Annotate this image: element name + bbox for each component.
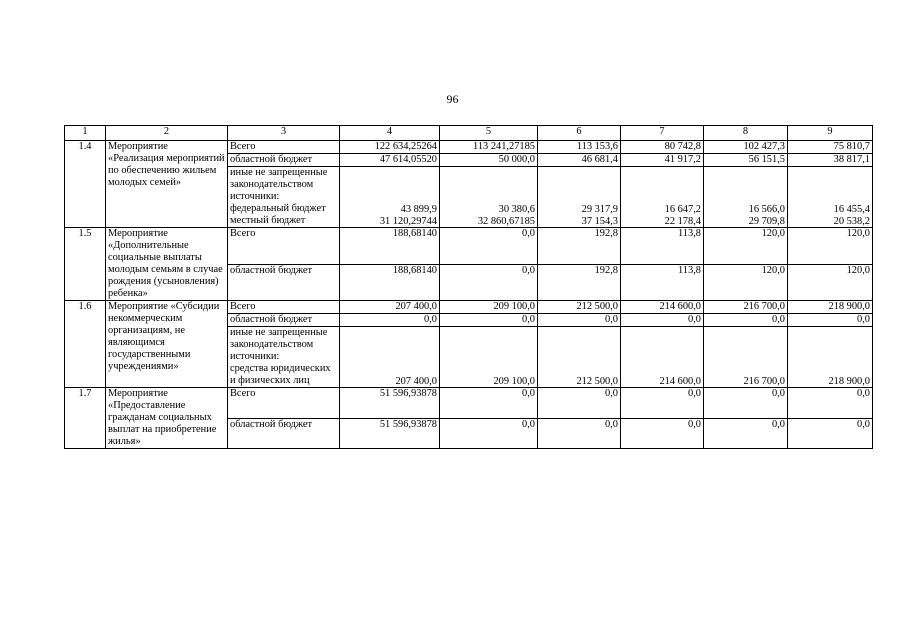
table-body [65,126,873,449]
funding-source: федеральный бюджет [230,203,326,214]
value-cell-group [538,327,621,388]
measure-name: Мероприятие «Предоставление гражданам социальных выплат на приобретение жилья» [106,388,228,449]
value-cell: 0,0 [788,388,873,419]
value-cell: 50 000,0 [440,154,538,167]
row-number: 1.5 [65,228,106,301]
value-cell-group [704,327,788,388]
value-cell: 120,0 [788,264,873,301]
value-cell-group [340,167,440,228]
value-cell: 32 860,67185 [477,215,535,227]
value-cell: 56 151,5 [704,154,788,167]
funding-source: Всего [228,388,340,419]
funding-source: областной бюджет [228,264,340,301]
table-row [65,228,873,265]
column-header-7: 7 [621,126,704,141]
value-cell: 188,68140 [340,228,440,265]
funding-source: Всего [228,228,340,265]
value-cell: 0,0 [704,314,788,327]
value-cell: 80 742,8 [621,141,704,154]
value-cell: 120,0 [788,228,873,265]
value-cell: 212 500,0 [538,301,621,314]
value-cell: 192,8 [538,264,621,301]
value-cell: 113 241,27185 [440,141,538,154]
value-cell: 0,0 [704,388,788,419]
table-row [65,301,873,314]
value-cell-group [440,327,538,388]
funding-source: Всего [228,141,340,154]
value-cell: 41 917,2 [621,154,704,167]
column-header-6: 6 [538,126,621,141]
value-cell: 29 317,9 [581,203,618,215]
value-cell: 214 600,0 [659,375,701,387]
measure-name: Мероприятие «Реализация мероприятий по обеспечению жильем молодых семей» [106,141,228,228]
funding-source-group [228,167,340,228]
funding-source-group [228,327,340,388]
other-sources-header: иные не запрещенные законодательством источники: [230,327,328,362]
value-cell: 212 500,0 [576,375,618,387]
column-header-1: 1 [65,126,106,141]
value-cell: 0,0 [538,314,621,327]
value-cell: 214 600,0 [621,301,704,314]
value-cell: 0,0 [538,418,621,449]
value-cell-group [440,167,538,228]
value-cell-group [340,327,440,388]
value-cell: 43 899,9 [400,203,437,215]
row-number: 1.6 [65,301,106,388]
header-row [65,126,873,141]
value-cell: 47 614,05520 [340,154,440,167]
value-cell: 216 700,0 [704,301,788,314]
value-cell: 0,0 [621,388,704,419]
page-number: 96 [446,92,459,106]
value-cell: 0,0 [440,418,538,449]
measure-name: Мероприятие «Субсидии некоммерческим организациям, не являющимся государственными учреждениями» [106,301,228,388]
table-row [65,388,873,419]
value-cell: 51 596,93878 [340,388,440,419]
value-cell-group [788,167,873,228]
value-cell: 16 647,2 [664,203,701,215]
value-cell: 113,8 [621,264,704,301]
value-cell: 218 900,0 [788,301,873,314]
value-cell: 0,0 [788,314,873,327]
value-cell: 0,0 [538,388,621,419]
value-cell: 22 178,4 [664,215,701,227]
value-cell: 75 810,7 [788,141,873,154]
value-cell: 51 596,93878 [340,418,440,449]
value-cell-group [621,167,704,228]
value-cell-group [621,327,704,388]
value-cell: 0,0 [788,418,873,449]
table-row [65,141,873,154]
value-cell: 20 538,2 [833,215,870,227]
value-cell: 122 634,25264 [340,141,440,154]
column-header-5: 5 [440,126,538,141]
value-cell: 30 380,6 [498,203,535,215]
value-cell: 102 427,3 [704,141,788,154]
value-cell: 29 709,8 [748,215,785,227]
funding-source: областной бюджет [228,154,340,167]
value-cell: 0,0 [621,418,704,449]
value-cell: 46 681,4 [538,154,621,167]
value-cell: 209 100,0 [493,375,535,387]
value-cell: 120,0 [704,264,788,301]
column-header-9: 9 [788,126,873,141]
funding-source: областной бюджет [228,418,340,449]
value-cell: 0,0 [440,264,538,301]
value-cell: 0,0 [440,314,538,327]
value-cell: 31 120,29744 [379,215,437,227]
value-cell: 216 700,0 [743,375,785,387]
funding-source: местный бюджет [230,215,306,226]
measure-name: Мероприятие «Дополнительные социальные выплаты молодым семьям в случае рождения (усыновления) ребенка» [106,228,228,301]
funding-source: областной бюджет [228,314,340,327]
funding-source: средства юридических и физических лиц [230,363,331,386]
other-sources-header: иные не запрещенные законодательством источники: [230,167,328,202]
value-cell: 0,0 [704,418,788,449]
funding-source: Всего [228,301,340,314]
value-cell-group [704,167,788,228]
value-cell: 16 455,4 [833,203,870,215]
value-cell: 207 400,0 [395,375,437,387]
column-header-4: 4 [340,126,440,141]
column-header-8: 8 [704,126,788,141]
column-header-3: 3 [228,126,340,141]
value-cell: 188,68140 [340,264,440,301]
row-number: 1.4 [65,141,106,228]
column-header-2: 2 [106,126,228,141]
value-cell: 0,0 [440,228,538,265]
value-cell: 38 817,1 [788,154,873,167]
budget-table [64,125,873,449]
value-cell: 209 100,0 [440,301,538,314]
value-cell: 0,0 [440,388,538,419]
value-cell: 16 566,0 [748,203,785,215]
value-cell: 192,8 [538,228,621,265]
value-cell: 218 900,0 [828,375,870,387]
value-cell-group [538,167,621,228]
value-cell: 0,0 [621,314,704,327]
value-cell: 37 154,3 [581,215,618,227]
value-cell: 113,8 [621,228,704,265]
value-cell: 120,0 [704,228,788,265]
value-cell: 0,0 [340,314,440,327]
value-cell: 207 400,0 [340,301,440,314]
row-number: 1.7 [65,388,106,449]
value-cell-group [788,327,873,388]
value-cell: 113 153,6 [538,141,621,154]
